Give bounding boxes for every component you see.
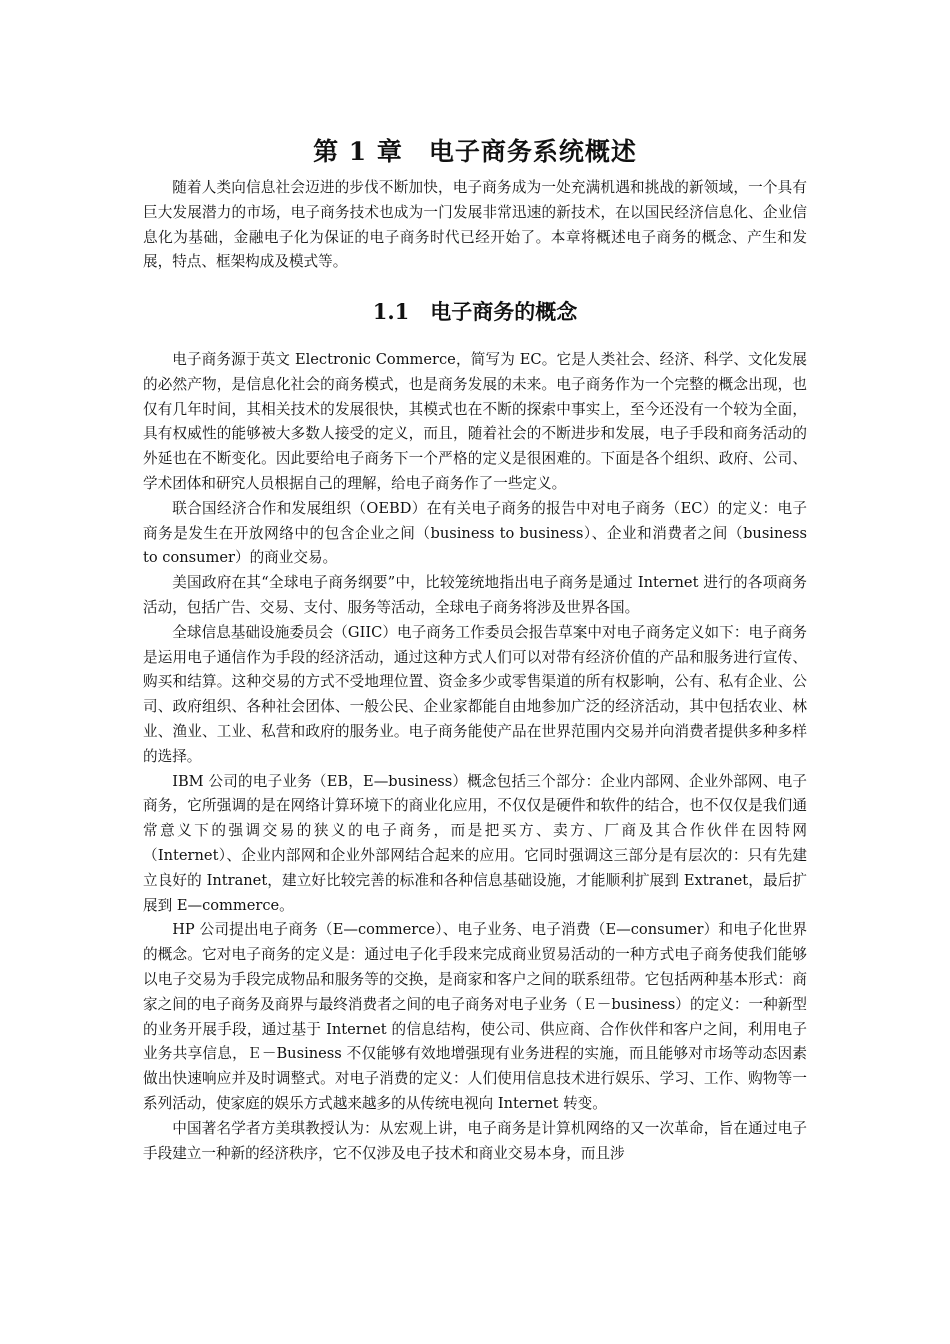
paragraph-ec-origin: 电子商务源于英文 Electronic Commerce，简写为 EC。它是人类社会、经济、科学、文化发展的必然产物，是信息化社会的商务模式，也是商务发展的未来。电子商务作为一个完整的概念出现，也仅有几年时间，其相关技术的发展很快，其模式也在不断的探索中事实上，至今还没有一个较为全面，具有权威性的能够被大多数人接受的定义，而且，随着社会的不断进步和发展，电子手段和商务活动的外延也在不断变化。因此要给电子商务下一个严格的定义是很困难的。下面是各个组织、政府、公司、学术团体和研究人员根据自己的理解，给电子商务作了一些定义。 [143,351,807,492]
paragraph-ibm-ebusiness: IBM 公司的电子业务（EB，E—business）概念包括三个部分：企业内部网、企业外部网、电子商务，它所强调的是在网络计算环境下的商业化应用，不仅仅是硬件和软件的结合，也不仅仅是我们通常意义下的强调交易的狭义的电子商务，而是把买方、卖方、厂商及其合作伙伴在因特网（Internet）、企业内部网和企业外部网结合起来的应用。它同时强调这三部分是有层次的：只有先建立良好的 Intranet，建立好比较完善的标准和各种信息基础设施，才能顺利扩展到 Extranet，最后扩展到 E—commerce。 [143,772,807,914]
paragraph-us-government: 美国政府在其“全球电子商务纲要”中，比较笼统地指出电子商务是通过 Internet 进行的各项商务活动，包括广告、交易、支付、服务等活动，全球电子商务将涉及世界各国。 [143,574,807,616]
paragraph-fang-meiqi: 中国著名学者方美琪教授认为：从宏观上讲，电子商务是计算机网络的又一次革命，旨在通过电子手段建立一种新的经济秩序，它不仅涉及电子技术和商业交易本身，而且涉 [143,1119,807,1162]
paragraph-oecd-definition: 联合国经济合作和发展组织（OEBD）在有关电子商务的报告中对电子商务（EC）的定义：电子商务是发生在开放网络中的包含企业之间（business to business）、企业和消费者之间（business to consumer）的商业交易。 [143,499,807,567]
paragraph-hp-ecommerce: HP 公司提出电子商务（E—commerce）、电子业务、电子消费（E—consumer）和电子化世界的概念。它对电子商务的定义是：通过电子化手段来完成商业贸易活动的一种方式电子商务使我们能够以电子交易为手段完成物品和服务等的交换，是商家和客户之间的联系纽带。它包括两种基本形式：商家之间的电子商务及商界与最终消费者之间的电子商务对电子业务（Ｅ－business）的定义：一种新型的业务开展手段，通过基于 Internet 的信息结构，使公司、供应商、合作伙伴和客户之间，利用电子业务共享信息，Ｅ－Business 不仅能够有效地增强现有业务进程的实施，而且能够对市场等动态因素做出快速响应并及时调整式。对电子消费的定义：人们使用信息技术进行娱乐、学习、工作、购物等一系列活动，使家庭的娱乐方式越来越多的从传统电视向 Internet 转变。 [143,921,807,1112]
paragraph-giic-definition: 全球信息基础设施委员会（GIIC）电子商务工作委员会报告草案中对电子商务定义如下：电子商务是运用电子通信作为手段的经济活动，通过这种方式人们可以对带有经济价值的产品和服务进行宣传、购买和结算。这种交易的方式不受地理位置、资金多少或零售渠道的所有权影响，公有、私有企业、公司、政府组织、各种社会团体、一般公民、企业家都能自由地参加广泛的经济活动，其中包括农业、林业、渔业、工业、私营和政府的服务业。电子商务能使产品在世界范围内交易并向消费者提供多种多样的选择。 [143,623,807,765]
section-title: 1.1 电子商务的概念 [372,299,578,324]
chapter-intro [143,176,807,275]
chapter-title: 第 1 章 电子商务系统概述 [313,137,637,166]
section-body [143,348,807,1166]
intro-paragraph: 随着人类向信息社会迈进的步伐不断加快，电子商务成为一处充满机遇和挑战的新领域，一个具有巨大发展潜力的市场，电子商务技术也成为一门发展非常迅速的新技术，在以国民经济信息化、企业信息化为基础，金融电子化为保证的电子商务时代已经开始了。本章将概述电子商务的概念、产生和发展，特点、框架构成及模式等。 [143,179,807,271]
